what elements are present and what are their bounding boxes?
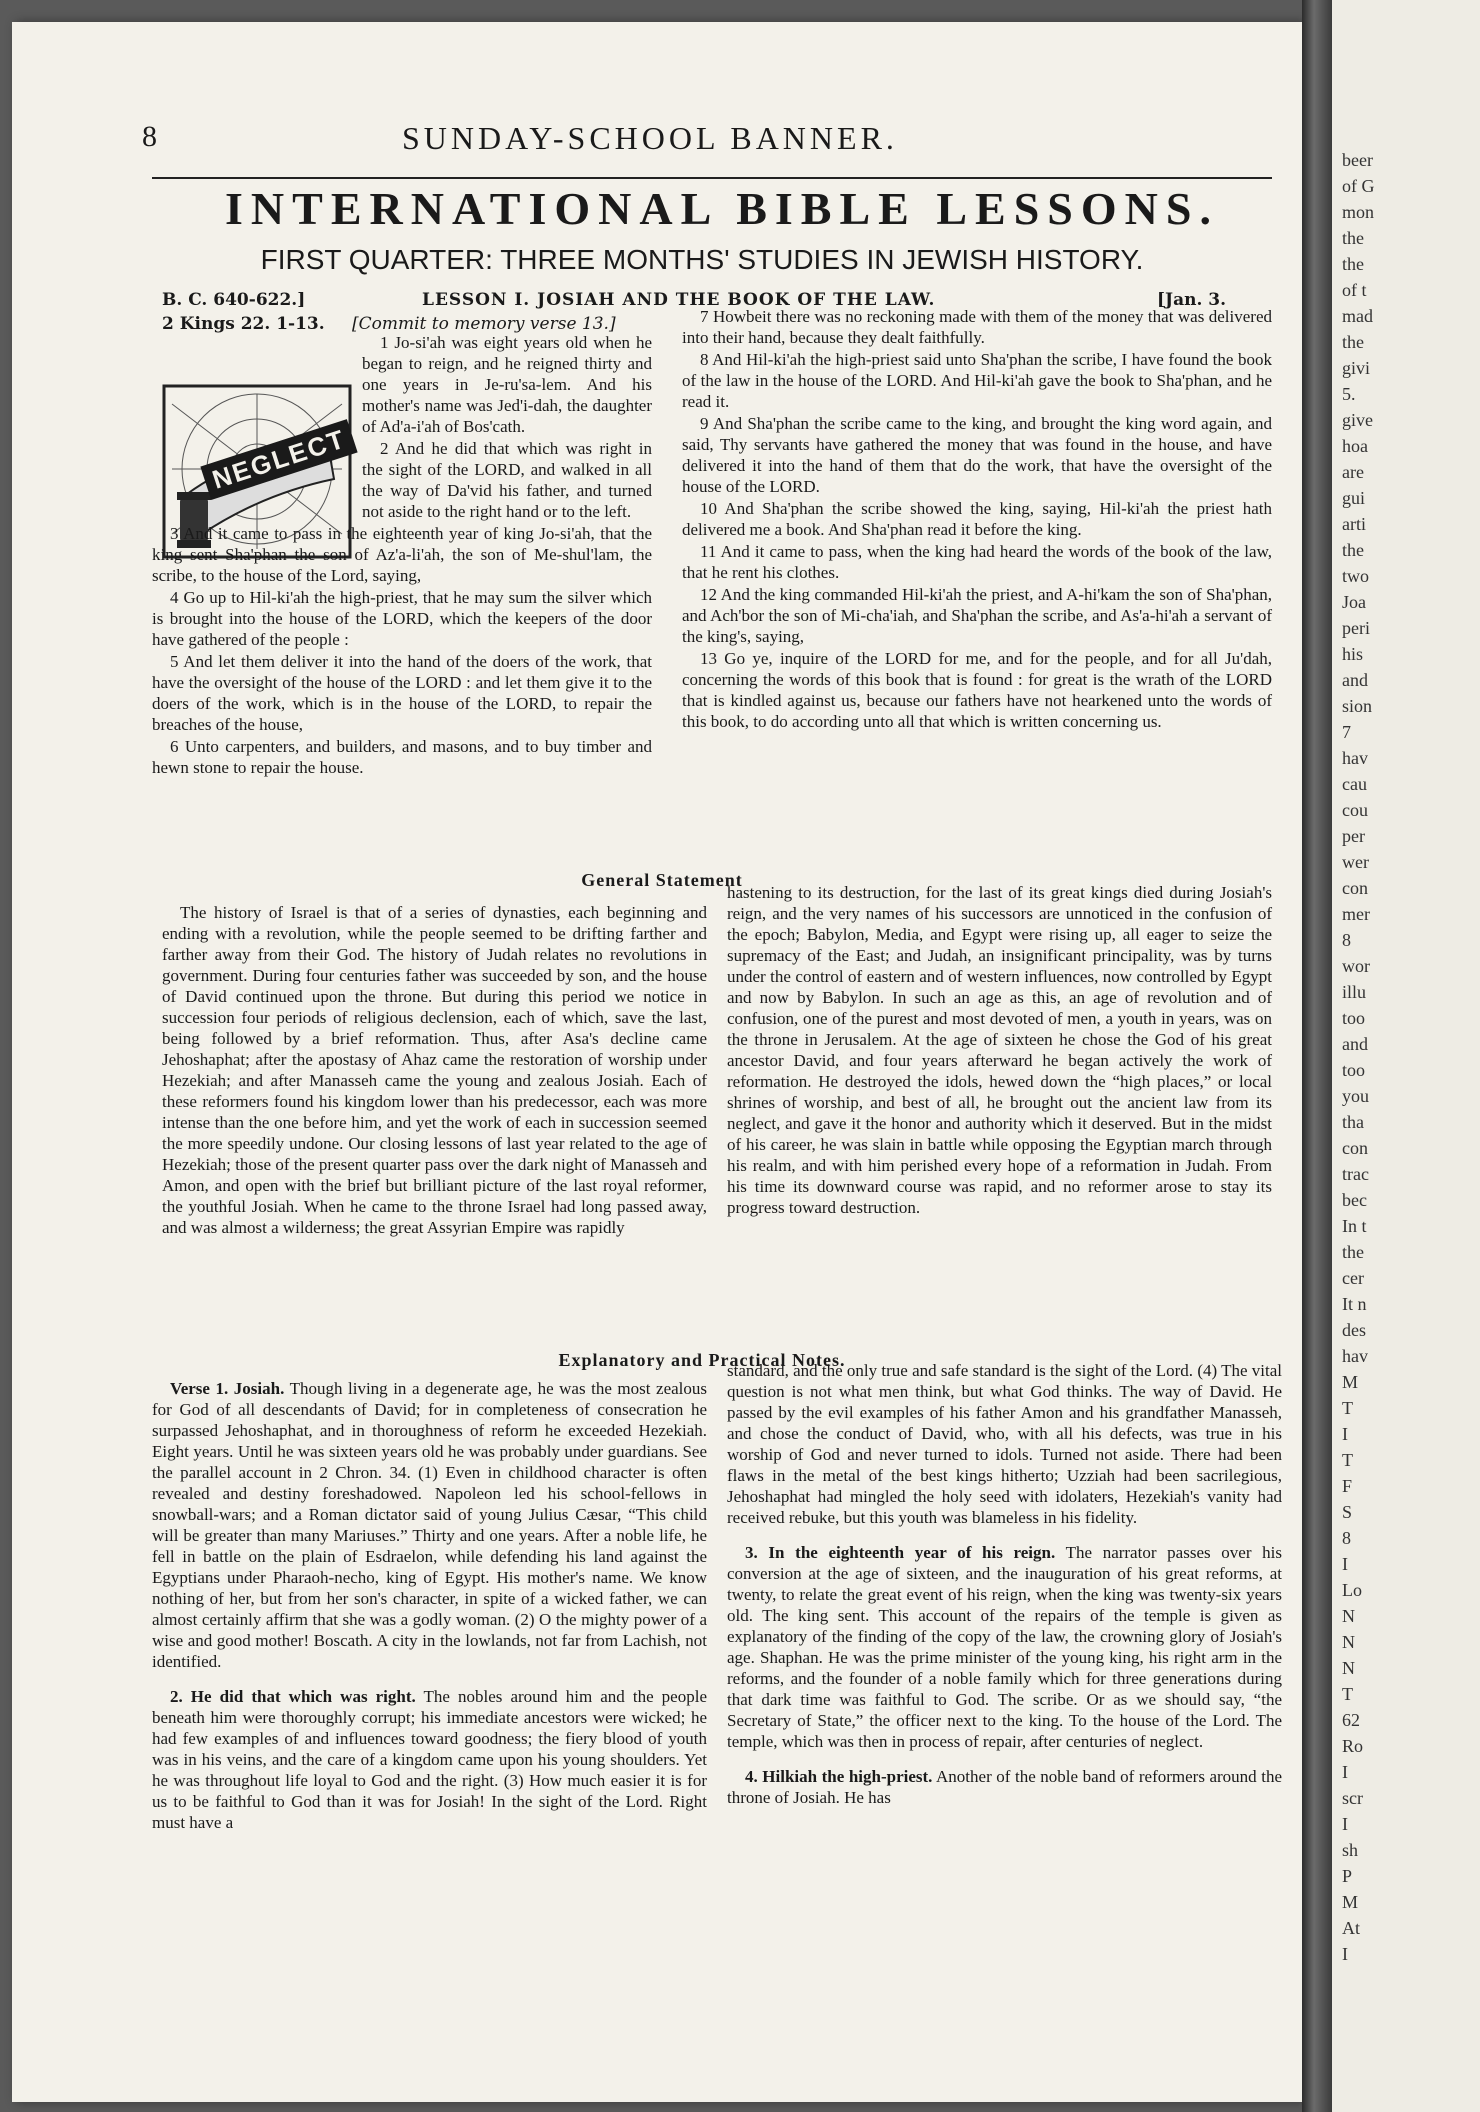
adjacent-page-text: I <box>1342 1554 1348 1574</box>
adjacent-page-text: It n <box>1342 1294 1367 1314</box>
scripture-verse: 10 And Sha'phan the scribe showed the king, saying, Hil-ki'ah the priest hath delivered me a book. And Sha'phan read it before the king. <box>682 499 1272 539</box>
adjacent-page-text: 62 <box>1342 1710 1360 1730</box>
scripture-verse: 12 And the king commanded Hil-ki'ah the priest, and A-hi'kam the son of Sha'phan, and Ach'bor the son of Mi-cha'iah, and Sha'phan the scribe, and As'a-hi'ah a servant of the king's, saying, <box>682 585 1272 646</box>
adjacent-page-text: the <box>1342 540 1364 560</box>
adjacent-page-text: arti <box>1342 514 1366 534</box>
note-paragraph <box>727 1766 1282 1808</box>
scripture-verse: 7 Howbeit there was no reckoning made with them of the money that was delivered into their hand, because they dealt faithfully. <box>682 307 1272 347</box>
page-number: 8 <box>142 120 157 153</box>
adjacent-page-text: Joa <box>1342 592 1366 612</box>
running-title: SUNDAY-SCHOOL BANNER. <box>402 120 898 156</box>
adjacent-page-text: two <box>1342 566 1369 586</box>
general-statement-heading: General Statement <box>581 870 743 890</box>
scripture-left-column <box>152 332 652 779</box>
adjacent-page-text: of G <box>1342 176 1375 196</box>
adjacent-page-text: des <box>1342 1320 1366 1340</box>
lesson-date: [Jan. 3. <box>1157 290 1227 310</box>
adjacent-page-text: S <box>1342 1502 1353 1522</box>
neglect-label: NEGLECT <box>200 419 358 500</box>
adjacent-page-text: mon <box>1342 202 1375 222</box>
note-heading: 4. Hilkiah the high-priest. <box>745 1767 933 1786</box>
note-paragraph <box>727 1542 1282 1752</box>
adjacent-page-text: I <box>1342 1762 1348 1782</box>
adjacent-page-text: I <box>1342 1424 1348 1444</box>
note-text: Though living in a degenerate age, he was the most zealous for God of all descendants of David; for in completeness of consecration he surpassed Jehoshaphat, and in thoroughness of reform he exceeded Hezekiah. Eight years. Until he was sixteen years old he was probably under guardians. See the parallel account in 2 Chron. 34. (1) Even in childhood character is often revealed and destiny foreshadowed. Napoleon led his school-fellows in snowball-wars; and a Roman dictator said of young Julius Cæsar, “This child will be greater than many Mariuses.” Thirty and one years. After a noble life, he fell in battle on the plain of Esdraelon, while defending his land against the Egyptians under Pharaoh-necho, king of Egypt. His mother's name. We know nothing of her, but from her son's character, in spite of a wicked father, we can almost certainly affirm that she was a godly woman. (2) O the mighty power of a wise and good mother! Boscath. A city in the lowlands, not far from Lachish, not identified. <box>152 1379 707 1671</box>
adjacent-page-text: 5. <box>1342 384 1356 404</box>
general-left-paragraph: The history of Israel is that of a series of dynasties, each beginning and ending with a revolution, while the people seemed to be drifting farther and farther away from their God. The history of Judah relates no revolutions in government. During four centuries father was succeeded by son, and the house of David continued upon the throne. But during this period we notice in succession four periods of religious declension, each of which, save the last, being followed by a brief reformation. Thus, after Asa's decline came Jehoshaphat; after the apostasy of Ahaz came the restoration of worship under Hezekiah; and after Manasseh came the young and zealous Josiah. Each of these reformers found his kingdom lower than his predecessor, each was more intense than the one before him, and yet the work of each in succession seemed the more speedily undone. Our closing lessons of last year related to the age of Hezekiah; those of the present quarter pass over the dark night of Manasseh and Amon, and open with the brief but brilliant picture of the last royal reformer, the youthful Josiah. When he came to the throne Israel had long passed away, and was almost a wilderness; the great Assyrian Empire was rapidly <box>162 903 707 1237</box>
note-paragraph <box>152 1378 707 1672</box>
adjacent-page-text: per <box>1342 826 1365 846</box>
adjacent-page-text: peri <box>1342 618 1370 638</box>
adjacent-page-text: T <box>1342 1684 1353 1704</box>
adjacent-page-text: the <box>1342 254 1364 274</box>
adjacent-page-text: T <box>1342 1450 1353 1470</box>
adjacent-page-text: N <box>1342 1658 1355 1678</box>
scripture-verse: 11 And it came to pass, when the king had heard the words of the book of the law, that he rent his clothes. <box>682 542 1272 582</box>
adjacent-page-text: T <box>1342 1398 1353 1418</box>
adjacent-page-text: N <box>1342 1632 1355 1652</box>
adjacent-page-text: and <box>1342 670 1368 690</box>
scripture-verse: 6 Unto carpenters, and builders, and masons, and to buy timber and hewn stone to repair the house. <box>152 737 652 777</box>
note-text: The narrator passes over his conversion at the age of sixteen, and the inauguration of his great reforms, at twenty, to relate the great event of his reign, when the king was twenty-six years old. The king sent. This account of the repairs of the temple is given as explanatory of the finding of the copy of the law, the crowning glory of Josiah's age. Shaphan. He was the prime minister of the young king, his right arm in the reforms, and the founder of a noble family which for three generations during that dark time was faithful to God. The scribe. Or as we should say, “the Secretary of State,” the officer next to the king. To the house of the Lord. The temple, which was then in process of repair, after centuries of neglect. <box>727 1543 1283 1751</box>
adjacent-page-text: bec <box>1342 1190 1367 1210</box>
page-header <box>142 120 1272 160</box>
adjacent-page-text: 8 <box>1342 930 1351 950</box>
page-title: INTERNATIONAL BIBLE LESSONS. <box>225 183 1219 234</box>
note-heading: 2. He did that which was right. <box>170 1687 416 1706</box>
adjacent-page-text: of t <box>1342 280 1367 300</box>
note-text: The nobles around him and the people beneath him were thoroughly corrupt; his immediate ancestors were wicked; he had few examples of and influences toward goodness; the fiery blood of youth was in his veins, and the care of a kingdom came upon his young shoulders. Yet he was throughout life loyal to God and the right. (3) How much easier it is for us to be faithful to God than it was for Josiah! In the sight of the Lord. Right must have a <box>152 1687 707 1832</box>
adjacent-page-text: hav <box>1342 1346 1368 1366</box>
adjacent-page-text: mer <box>1342 904 1370 924</box>
adjacent-page-text: mad <box>1342 306 1373 326</box>
scripture-verse: 2 And he did that which was right in the sight of the LORD, and walked in all the way of Da'vid his father, and turned not aside to the right hand or to the left. <box>362 439 652 521</box>
note-heading: Verse 1. Josiah. <box>170 1379 285 1398</box>
adjacent-page-text: the <box>1342 332 1364 352</box>
adjacent-page-fragment <box>1332 0 1480 2112</box>
note-text: standard, and the only true and safe standard is the sight of the Lord. (4) The vital question is not what men think, but what God thinks. The way of David. He passed by the evil examples of his father Amon and his grandfather Manasseh, and chose the conduct of David, who, with all his defects, was true in his worship of God and never turned to idols. Turned not aside. There had been flaws in the metal of the best kings hitherto; Uzziah had been sacrilegious, Jehoshaphat had mingled the holy seed with idolaters, Hezekiah's vanity had received rebuke, but this youth was blameless in his fidelity. <box>727 1361 1282 1527</box>
scripture-reference: 2 Kings 22. 1-13. <box>162 314 325 334</box>
adjacent-page-text: are <box>1342 462 1364 482</box>
adjacent-page-text: con <box>1342 1138 1368 1158</box>
note-text: Another of the noble band of reformers around the throne of Josiah. He has <box>727 1767 1282 1807</box>
scripture-verse: 4 Go up to Hil-ki'ah the high-priest, that he may sum the silver which is brought into the house of the LORD, which the keepers of the door have gathered of the people : <box>152 588 652 649</box>
adjacent-page-text: N <box>1342 1606 1355 1626</box>
page-subtitle: FIRST QUARTER: THREE MONTHS' STUDIES IN JEWISH HISTORY. <box>260 244 1144 275</box>
adjacent-page-text: tha <box>1342 1112 1364 1132</box>
adjacent-page-text: give <box>1342 410 1373 430</box>
adjacent-page-text: F <box>1342 1476 1353 1496</box>
adjacent-page-text: sion <box>1342 696 1373 716</box>
page <box>12 22 1302 2102</box>
commit-to-memory: [Commit to memory verse 13.] <box>352 314 616 334</box>
note-heading: 3. In the eighteenth year of his reign. <box>745 1543 1056 1562</box>
adjacent-page-text: beer <box>1342 150 1373 170</box>
adjacent-page-text: Lo <box>1342 1580 1362 1600</box>
binding-shadow <box>1302 0 1332 2112</box>
adjacent-page-text: con <box>1342 878 1368 898</box>
general-statement-right <box>727 882 1272 1219</box>
general-statement-left <box>162 902 707 1239</box>
adjacent-page-text: givi <box>1342 358 1371 378</box>
adjacent-page-text: the <box>1342 228 1364 248</box>
adjacent-page-text: too <box>1342 1008 1366 1028</box>
adjacent-page-text: I <box>1342 1814 1348 1834</box>
adjacent-page-text: trac <box>1342 1164 1369 1184</box>
lesson-heading: LESSON I. JOSIAH AND THE BOOK OF THE LAW. <box>422 290 936 310</box>
adjacent-page-text: his <box>1342 644 1364 664</box>
scripture-verse: 9 And Sha'phan the scribe came to the king, and brought the king word again, and said, Thy servants have gathered the money that was found in the house, and have delivered it into the hand of them that do the work, that have the oversight of the house of the LORD. <box>682 414 1272 496</box>
adjacent-page-text: illu <box>1342 982 1367 1002</box>
adjacent-page-text: wor <box>1342 956 1370 976</box>
adjacent-page-text: hoa <box>1342 436 1368 456</box>
adjacent-page-text: At <box>1342 1918 1360 1938</box>
general-right-paragraph: hastening to its destruction, for the last of its great kings died during Josiah's reign, and the very names of his successors are unnoticed in the confusion of the epoch; Babylon, Media, and Egypt were rising up, all eager to seize the supremacy of the East; and Judah, an insignificant principality, was by turns under the control of eastern and of western influences, now controlled by Egypt and now by Babylon. In such an age as this, an age of revolution and of confusion, one of the purest and most devoted of men, a youth in years, was on the throne in Jerusalem. At the age of sixteen he chose the God of his great ancestor David, and four years afterward he began actively the work of reformation. He destroyed the idols, hewed down the “high places,” or local shrines of worship, and best of all, he brought out the ancient law from its neglect, and gave it the honor and authority which it deserved. But in the midst of his career, he was slain in battle while opposing the Egyptian march through his realm, and with him perished every hope of a reformation in Judah. From his time its downward course was rapid, and no reformer arose to stay its progress toward destruction. <box>727 883 1272 1217</box>
adjacent-page-text: P <box>1342 1866 1353 1886</box>
notes-heading: Explanatory and Practical Notes. <box>558 1350 846 1370</box>
adjacent-page-text: wer <box>1342 852 1369 872</box>
adjacent-page-text: the <box>1342 1242 1364 1262</box>
header-rule <box>152 177 1272 179</box>
adjacent-page-text: In t <box>1342 1216 1367 1236</box>
scripture-verse: 5 And let them deliver it into the hand of the doers of the work, that have the oversight of the house of the LORD : and let them give it to the doers of the work, which is in the house of the LORD, to repair the breaches of the house, <box>152 652 652 734</box>
adjacent-page-text: scr <box>1342 1788 1363 1808</box>
adjacent-page-text: you <box>1342 1086 1369 1106</box>
adjacent-page-text: 7 <box>1342 722 1351 742</box>
lesson-era: B. C. 640-622.] <box>162 290 306 310</box>
notes-left-column <box>152 1378 707 1847</box>
adjacent-page-text: hav <box>1342 748 1368 768</box>
adjacent-page-text: Ro <box>1342 1736 1364 1756</box>
adjacent-page-text: cer <box>1342 1268 1364 1288</box>
adjacent-page-text: I <box>1342 1944 1348 1964</box>
adjacent-page-text: cou <box>1342 800 1368 820</box>
adjacent-page-text: M <box>1342 1892 1359 1912</box>
adjacent-page-text: too <box>1342 1060 1366 1080</box>
adjacent-page-text: and <box>1342 1034 1368 1054</box>
scripture-verse: 13 Go ye, inquire of the LORD for me, and for the people, and for all Ju'dah, concerning the words of this book that is found : for great is the wrath of the LORD that is kindled against us, because our fathers have not hearkened unto the words of this book, to do according unto all that which is written concerning us. <box>682 649 1272 731</box>
note-paragraph <box>152 1686 707 1833</box>
scripture-verse: 8 And Hil-ki'ah the high-priest said unto Sha'phan the scribe, I have found the book of the law in the house of the LORD. And Hil-ki'ah gave the book to Sha'phan, and he read it. <box>682 350 1272 411</box>
notes-right-column <box>727 1360 1282 1822</box>
adjacent-page-text: cau <box>1342 774 1367 794</box>
note-paragraph <box>727 1360 1282 1528</box>
scripture-verse: 3 And it came to pass in the eighteenth year of king Jo-si'ah, that the king sent Sha'phan the son of Az'a-li'ah, the son of Me-shul'lam, the scribe, to the house of the Lord, saying, <box>152 524 652 585</box>
adjacent-page-text: gui <box>1342 488 1366 508</box>
adjacent-page-text: 8 <box>1342 1528 1351 1548</box>
scripture-verse: 1 Jo-si'ah was eight years old when he began to reign, and he reigned thirty and one years in Je-ru'sa-lem. And his mother's name was Jed'i-dah, the daughter of Ad'a-i'ah of Bos'cath. <box>362 333 652 436</box>
adjacent-page-text: M <box>1342 1372 1359 1392</box>
adjacent-page-text: sh <box>1342 1840 1359 1860</box>
scripture-right-column <box>682 306 1272 733</box>
